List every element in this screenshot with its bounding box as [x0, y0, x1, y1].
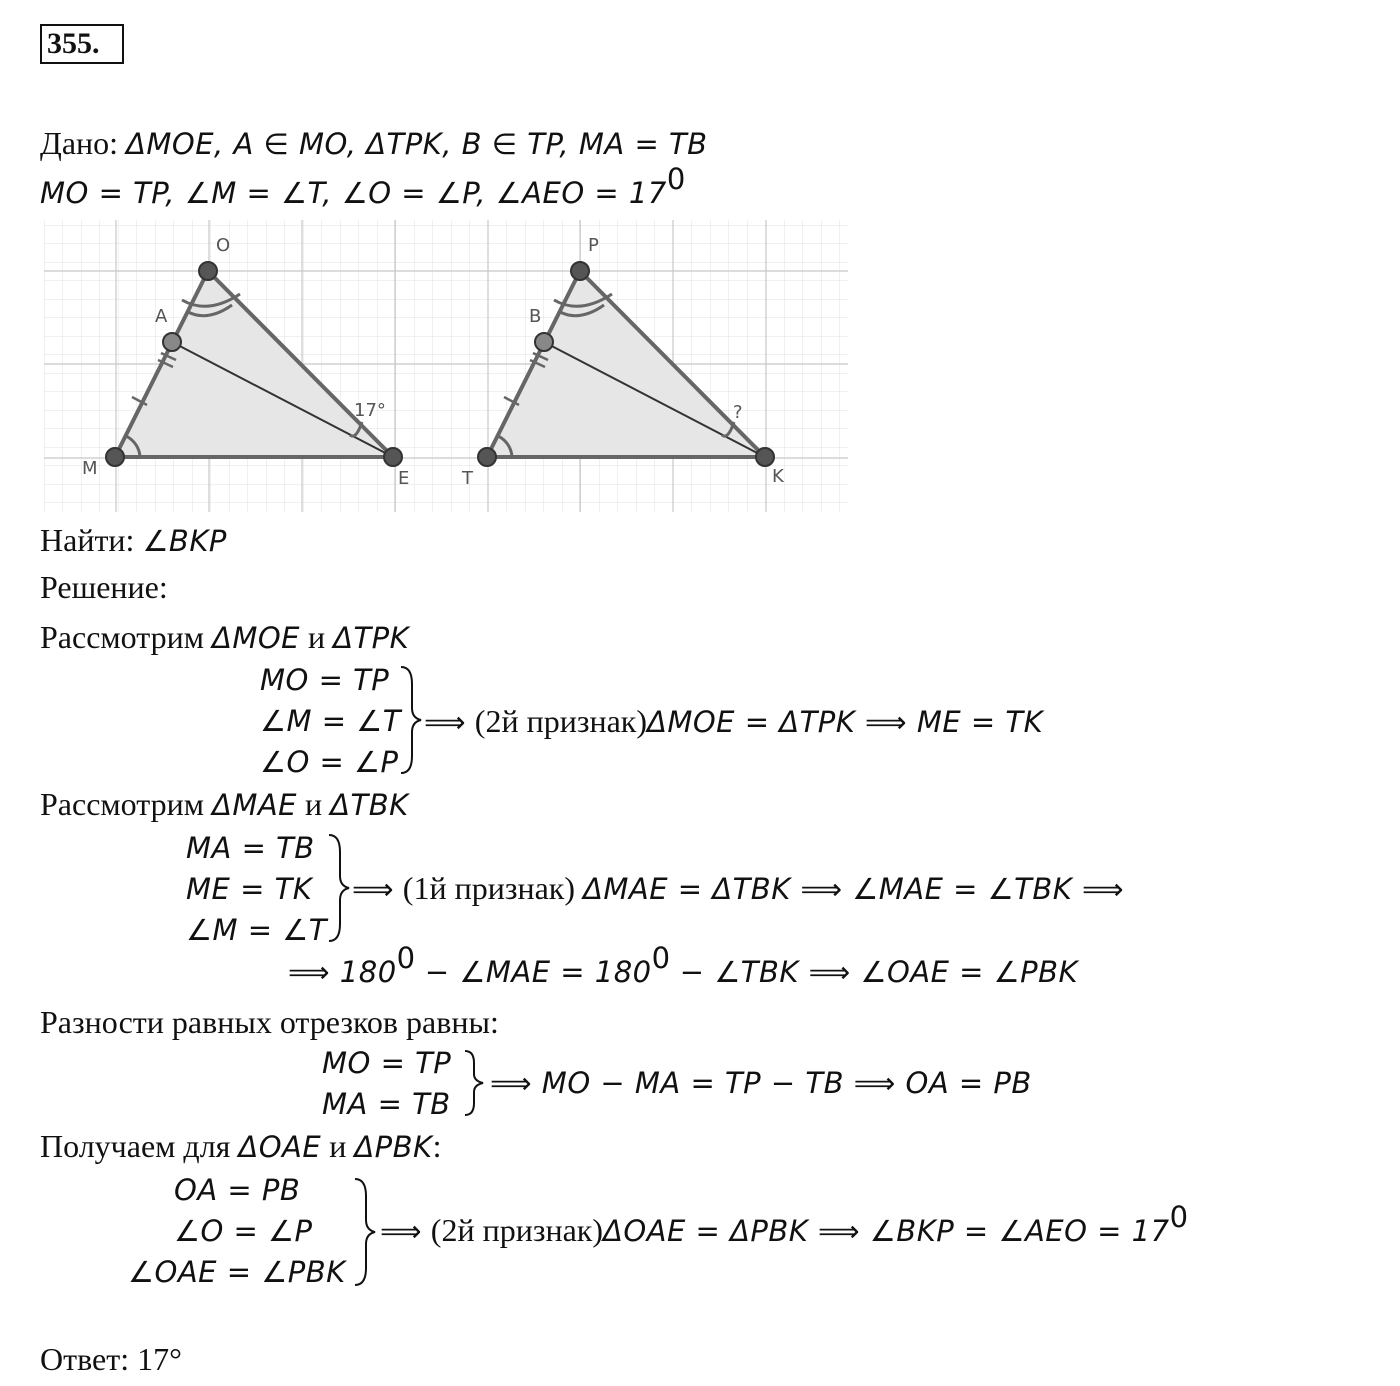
- label-b: B: [529, 306, 542, 327]
- step3-lead-text: Разности равных отрезков равны:: [40, 1004, 499, 1040]
- step2-triangle-2: ΔTBK: [330, 788, 409, 822]
- step1-cond-3: ∠O = ∠P: [260, 745, 399, 779]
- step4-conclusion: ΔOAE = ΔPBK ⟹ ∠BKP = ∠AEO = 17: [603, 1214, 1170, 1248]
- step1-lead-text: Рассмотрим: [40, 619, 204, 655]
- step4-implies: ⟹: [380, 1214, 431, 1248]
- step3-lead: [40, 1002, 499, 1042]
- step2-conclusion: ΔMAE = ΔTBK ⟹ ∠MAE = ∠TBK ⟹: [583, 872, 1125, 906]
- given-line-1: Дано: ΔMOE, A ∈ MO, ΔTPK, B ∈ TP, MA = TB: [40, 125, 708, 161]
- step2-lead-text: Рассмотрим: [40, 786, 204, 822]
- point-k: [756, 448, 774, 466]
- step1-lead: [40, 617, 409, 658]
- solution-heading: Решение:: [40, 569, 168, 605]
- step4-triangle-2: ΔPBK: [354, 1130, 433, 1164]
- step2-sup-1: 0: [396, 941, 416, 975]
- step2-sup-2: 0: [651, 941, 671, 975]
- step2-cont-c: − ∠TBK ⟹ ∠OAE = ∠PBK: [670, 955, 1079, 989]
- step4-colon: :: [432, 1128, 442, 1164]
- step2-result: [352, 868, 1124, 909]
- find-line: Найти: ∠BKP: [40, 522, 227, 558]
- step1-brace: [398, 664, 424, 776]
- given-line-2: [40, 162, 686, 213]
- step1-criterion: (2й признак): [474, 703, 647, 739]
- label-e: E: [398, 468, 410, 489]
- point-b: [535, 333, 553, 351]
- step4-result: [380, 1200, 1189, 1251]
- step2-cont-a: ⟹ 180: [288, 955, 397, 989]
- label-p: P: [588, 235, 599, 256]
- step3-cond-2: MA = TB: [322, 1087, 451, 1121]
- step1-cond-1: MO = TP: [260, 663, 390, 697]
- step4-brace: [352, 1176, 378, 1288]
- step2-continuation: [288, 941, 1079, 992]
- label-a: A: [155, 306, 168, 327]
- point-m: [106, 448, 124, 466]
- step1-and: и: [308, 619, 326, 655]
- degree-sup: 0: [666, 162, 686, 196]
- label-m: M: [82, 458, 98, 479]
- step3-brace: [462, 1048, 488, 1118]
- step2-cont-b: − ∠MAE = 180: [415, 955, 652, 989]
- step4-cond-2: ∠O = ∠P: [174, 1214, 313, 1248]
- step2-cond-1: MA = TB: [186, 831, 315, 865]
- step2-triangle-1: ΔMAE: [211, 788, 298, 822]
- step1-triangle-2: ΔTPK: [333, 621, 410, 655]
- step4-sup: 0: [1169, 1200, 1189, 1234]
- label-k: K: [772, 466, 784, 487]
- step4-lead: [40, 1126, 441, 1167]
- step2-and: и: [305, 786, 323, 822]
- problem-number: 355.: [40, 24, 124, 64]
- step4-triangle-1: ΔOAE: [238, 1130, 322, 1164]
- step2-implies: ⟹: [352, 872, 403, 906]
- step1-conclusion: ΔMOE = ΔTPK ⟹ ME = TK: [647, 705, 1044, 739]
- point-e: [384, 448, 402, 466]
- label-o: O: [216, 235, 231, 256]
- solution-label: Решение: [40, 569, 159, 605]
- find-label: Найти: [40, 522, 126, 558]
- given-label: Дано: [40, 125, 110, 161]
- find-value: ∠BKP: [142, 524, 227, 558]
- answer-value: 17°: [137, 1341, 182, 1377]
- step1-triangle-1: ΔMOE: [211, 621, 300, 655]
- step1-cond-2: ∠M = ∠T: [260, 704, 401, 738]
- angle-label-17: 17°: [354, 400, 386, 421]
- point-o: [199, 262, 217, 280]
- answer-line: [40, 1339, 182, 1379]
- step3-result: [490, 1062, 1032, 1103]
- given-text-2: MO = TP, ∠M = ∠T, ∠O = ∠P, ∠AEO = 17: [40, 176, 667, 210]
- answer-label: Ответ:: [40, 1341, 130, 1377]
- step4-lead-text: Получаем для: [40, 1128, 231, 1164]
- step4-cond-1: OA = PB: [174, 1173, 301, 1207]
- step3-cond-1: MO = TP: [322, 1046, 452, 1080]
- point-p: [571, 262, 589, 280]
- point-t: [478, 448, 496, 466]
- step2-lead: [40, 784, 409, 825]
- step2-cond-3: ∠M = ∠T: [186, 913, 327, 947]
- point-a: [163, 333, 181, 351]
- step4-and: и: [329, 1128, 347, 1164]
- given-text-1: ΔMOE, A ∈ MO, ΔTPK, B ∈ TP, MA = TB: [126, 127, 708, 161]
- step4-criterion: (2й признак): [430, 1212, 603, 1248]
- step4-cond-3: ∠OAE = ∠PBK: [128, 1255, 346, 1289]
- step2-criterion: (1й признак): [402, 870, 583, 906]
- step2-brace: [326, 832, 352, 944]
- figure: [44, 220, 848, 512]
- step2-cond-2: ME = TK: [186, 872, 313, 906]
- label-t: T: [462, 468, 473, 489]
- step1-implies: ⟹: [424, 705, 475, 739]
- step1-result: [424, 701, 1043, 742]
- step3-conclusion: ⟹ MO − MA = TP − TB ⟹ OA = PB: [490, 1066, 1032, 1100]
- angle-label-question: ?: [733, 402, 743, 423]
